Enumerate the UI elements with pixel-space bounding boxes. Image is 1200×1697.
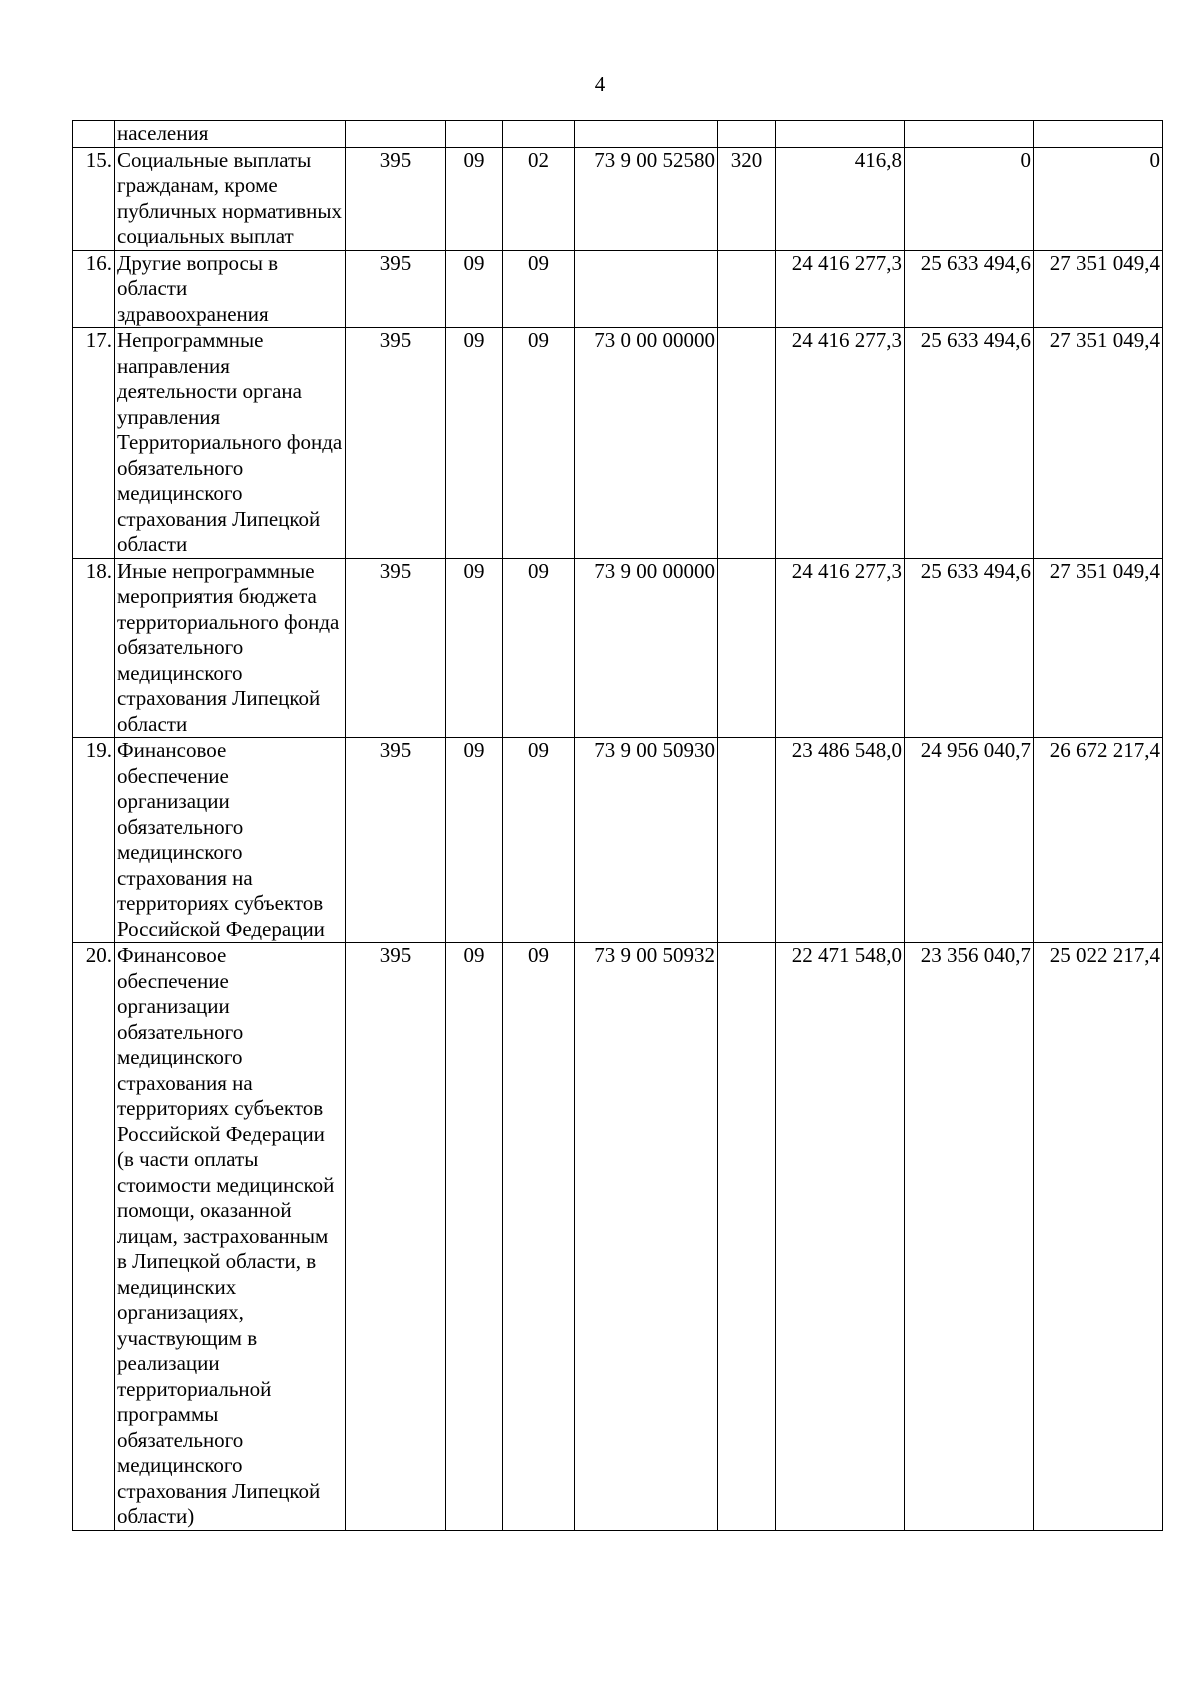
amount-year-1: 24 416 277,3	[776, 558, 905, 738]
amount-year-1: 416,8	[776, 147, 905, 250]
budget-table	[72, 120, 1163, 1531]
section-code: 09	[446, 328, 503, 559]
amount-year-3: 26 672 217,4	[1034, 738, 1163, 943]
section-code: 09	[446, 738, 503, 943]
expense-type-code	[718, 558, 776, 738]
subsection-code: 09	[503, 943, 575, 1531]
row-number: 18.	[73, 558, 115, 738]
amount-year-1	[776, 121, 905, 148]
subsection-code: 09	[503, 328, 575, 559]
row-number: 19.	[73, 738, 115, 943]
amount-year-1: 24 416 277,3	[776, 250, 905, 328]
table-body	[73, 121, 1163, 1531]
amount-year-2: 23 356 040,7	[905, 943, 1034, 1531]
expense-type-code	[718, 943, 776, 1531]
section-code: 09	[446, 250, 503, 328]
table-row	[73, 943, 1163, 1531]
item-name: Финансовое обеспечение организации обязательного медицинского страхования на территориях субъектов Российской Федерации	[115, 738, 346, 943]
expense-type-code	[718, 738, 776, 943]
subsection-code: 09	[503, 738, 575, 943]
row-number: 17.	[73, 328, 115, 559]
expense-type-code	[718, 121, 776, 148]
item-name: Иные непрограммные мероприятия бюджета территориального фонда обязательного медицинского страхования Липецкой области	[115, 558, 346, 738]
amount-year-2: 25 633 494,6	[905, 328, 1034, 559]
amount-year-2: 25 633 494,6	[905, 250, 1034, 328]
expense-type-code: 320	[718, 147, 776, 250]
row-number: 20.	[73, 943, 115, 1531]
chapter-code: 395	[346, 943, 446, 1531]
item-name: Финансовое обеспечение организации обязательного медицинского страхования на территориях субъектов Российской Федерации (в части оплаты стоимости медицинской помощи, оказанной лицам, застрахованным в Липецкой области, в медицинских организациях, участвующим в реализации территориальной программы обязательного медицинского страхования Липецкой области)	[115, 943, 346, 1531]
amount-year-2: 24 956 040,7	[905, 738, 1034, 943]
table-row	[73, 328, 1163, 559]
table-row	[73, 250, 1163, 328]
amount-year-3: 27 351 049,4	[1034, 328, 1163, 559]
item-name: населения	[115, 121, 346, 148]
row-number: 16.	[73, 250, 115, 328]
chapter-code: 395	[346, 147, 446, 250]
expense-type-code	[718, 250, 776, 328]
table-row	[73, 558, 1163, 738]
amount-year-3: 27 351 049,4	[1034, 558, 1163, 738]
target-article-code: 73 9 00 52580	[575, 147, 718, 250]
section-code: 09	[446, 147, 503, 250]
subsection-code: 09	[503, 558, 575, 738]
table-row	[73, 147, 1163, 250]
subsection-code: 02	[503, 147, 575, 250]
amount-year-3: 25 022 217,4	[1034, 943, 1163, 1531]
amount-year-1: 22 471 548,0	[776, 943, 905, 1531]
target-article-code	[575, 250, 718, 328]
section-code	[446, 121, 503, 148]
target-article-code	[575, 121, 718, 148]
target-article-code: 73 9 00 50932	[575, 943, 718, 1531]
table-row	[73, 121, 1163, 148]
amount-year-3: 27 351 049,4	[1034, 250, 1163, 328]
chapter-code: 395	[346, 250, 446, 328]
subsection-code	[503, 121, 575, 148]
target-article-code: 73 9 00 50930	[575, 738, 718, 943]
row-number	[73, 121, 115, 148]
chapter-code	[346, 121, 446, 148]
amount-year-2	[905, 121, 1034, 148]
chapter-code: 395	[346, 558, 446, 738]
expense-type-code	[718, 328, 776, 559]
amount-year-1: 24 416 277,3	[776, 328, 905, 559]
page-number: 4	[594, 72, 606, 96]
amount-year-3: 0	[1034, 147, 1163, 250]
chapter-code: 395	[346, 328, 446, 559]
subsection-code: 09	[503, 250, 575, 328]
item-name: Непрограммные направления деятельности органа управления Территориального фонда обязательного медицинского страхования Липецкой области	[115, 328, 346, 559]
item-name: Другие вопросы в области здравоохранения	[115, 250, 346, 328]
item-name: Социальные выплаты гражданам, кроме публичных нормативных социальных выплат	[115, 147, 346, 250]
amount-year-2: 0	[905, 147, 1034, 250]
section-code: 09	[446, 558, 503, 738]
amount-year-2: 25 633 494,6	[905, 558, 1034, 738]
chapter-code: 395	[346, 738, 446, 943]
target-article-code: 73 0 00 00000	[575, 328, 718, 559]
row-number: 15.	[73, 147, 115, 250]
target-article-code: 73 9 00 00000	[575, 558, 718, 738]
amount-year-1: 23 486 548,0	[776, 738, 905, 943]
section-code: 09	[446, 943, 503, 1531]
amount-year-3	[1034, 121, 1163, 148]
table-row	[73, 738, 1163, 943]
